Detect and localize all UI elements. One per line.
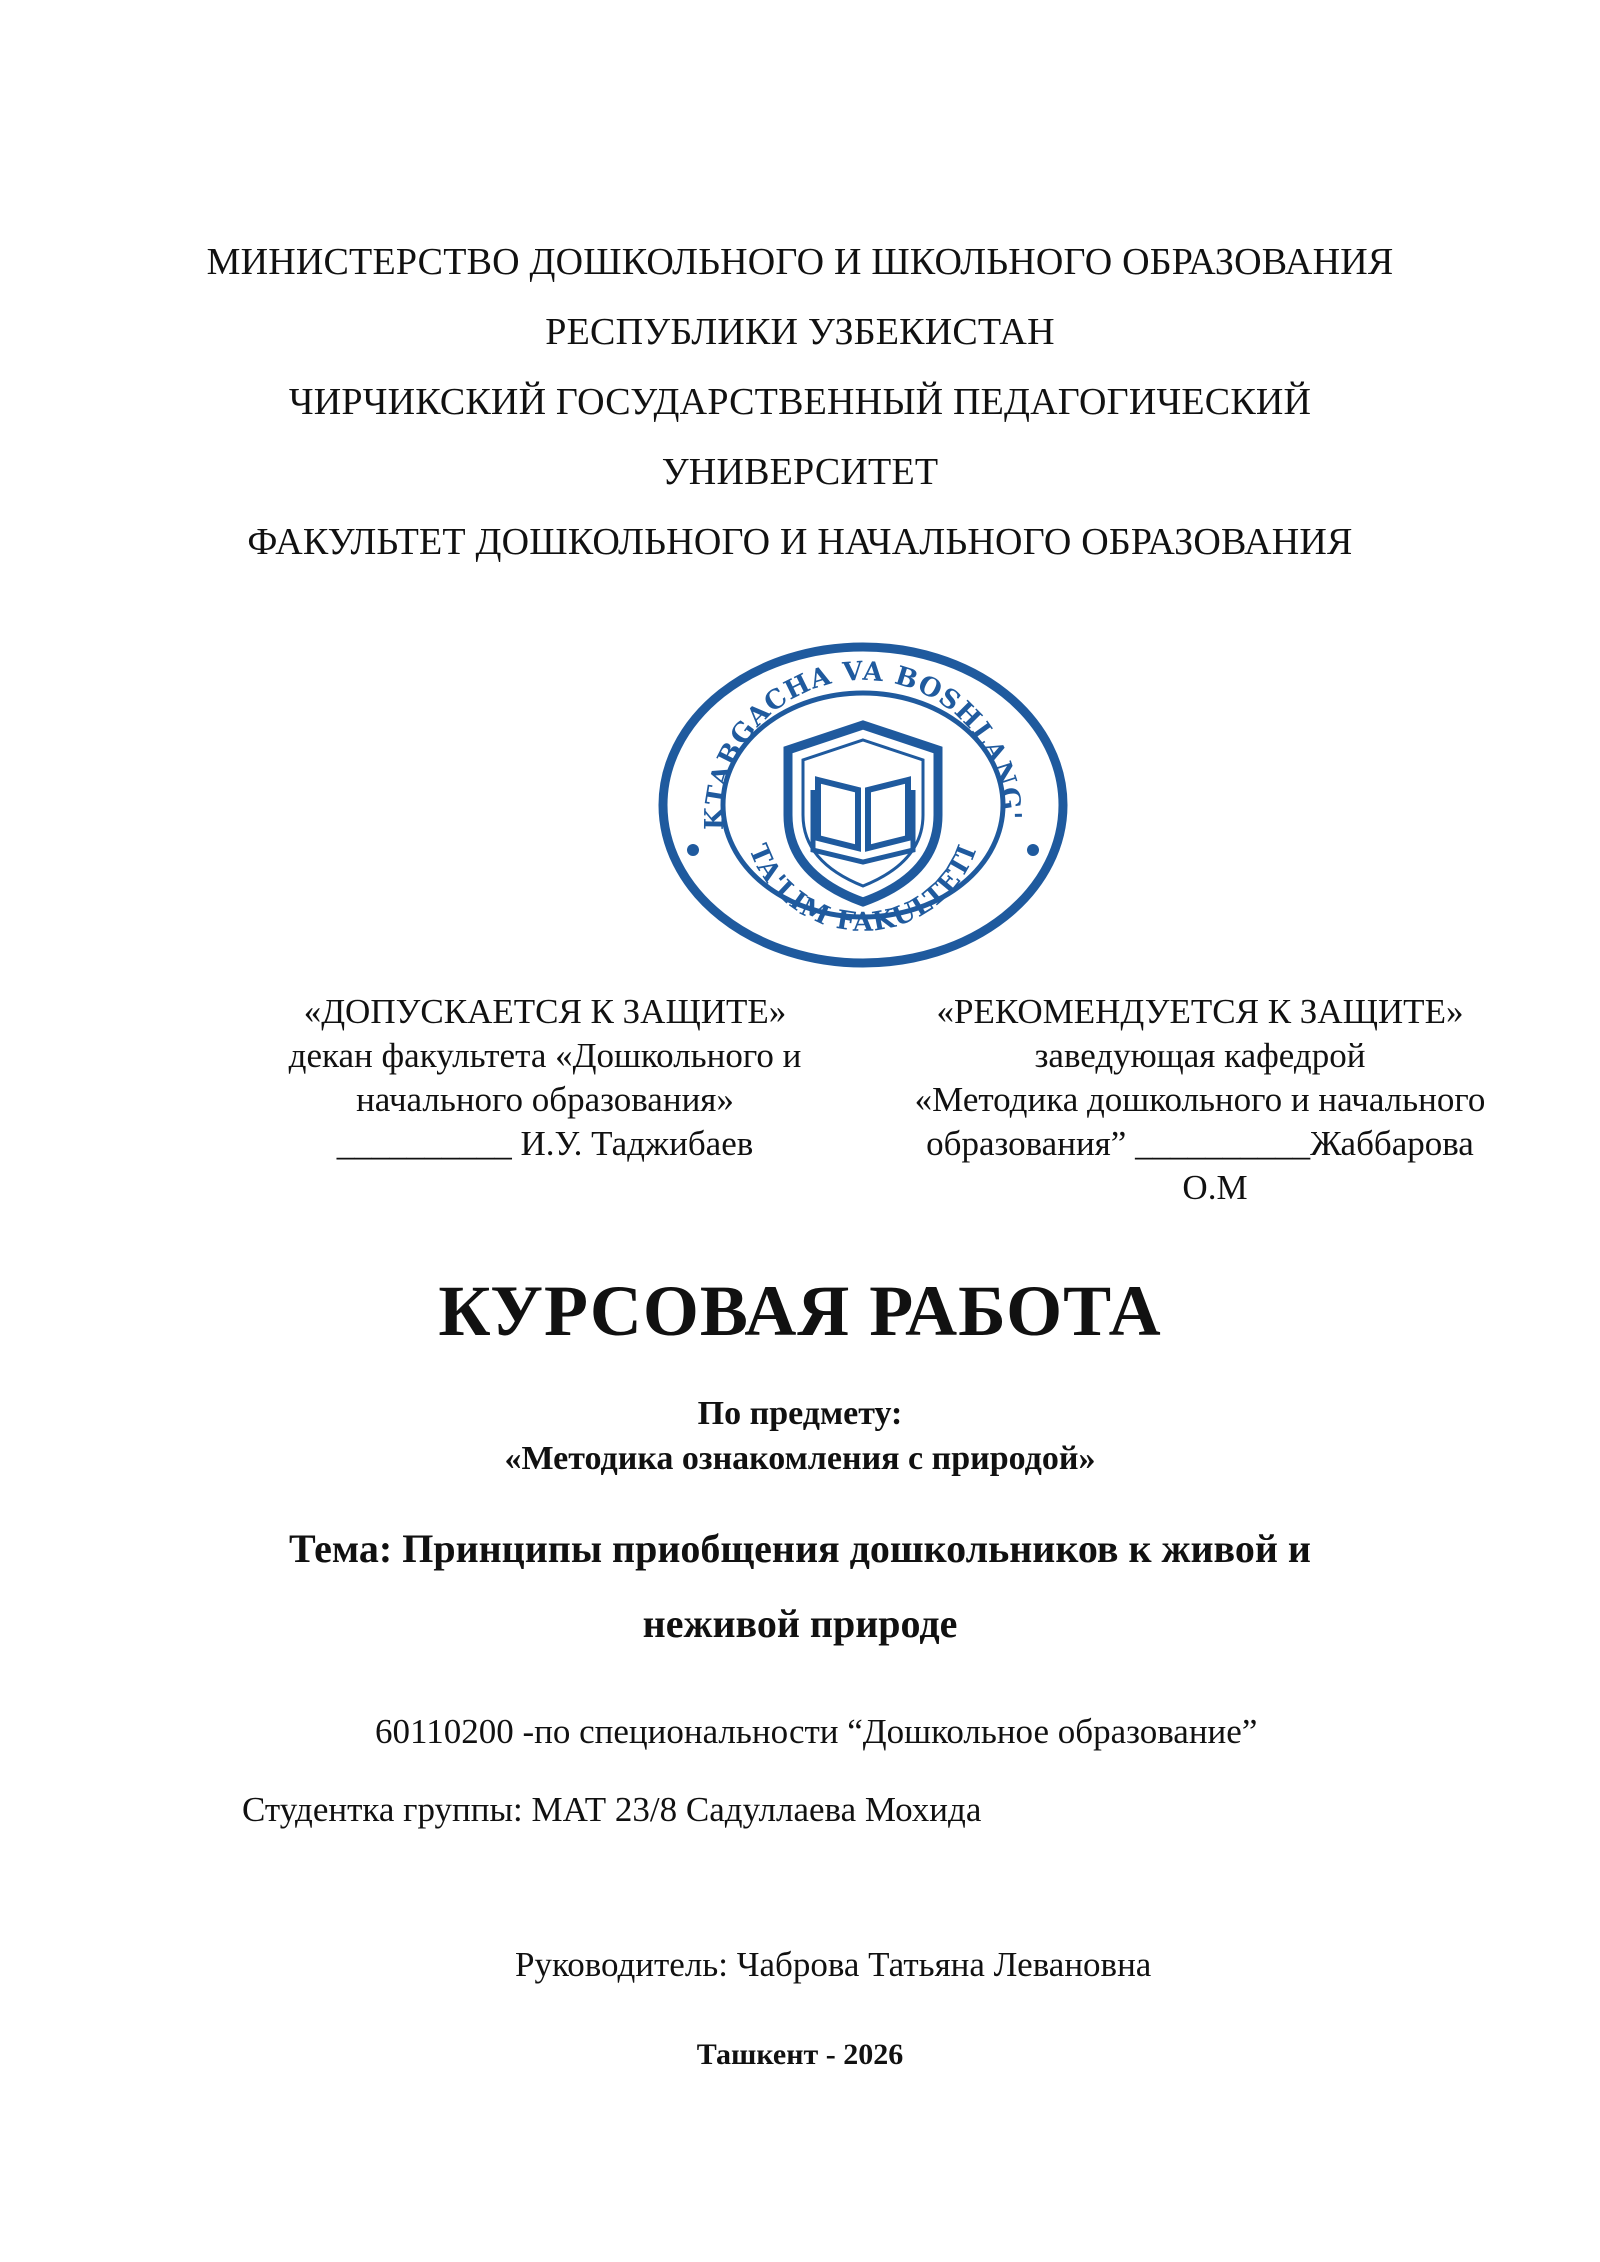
approval-right-title: «РЕКОМЕНДУЕТСЯ К ЗАЩИТЕ» (936, 992, 1464, 1031)
subject-label: По предмету: (697, 1395, 903, 1432)
approval-left (245, 990, 845, 1166)
university-line-1: ЧИРЧИКСКИЙ ГОСУДАРСТВЕННЫЙ ПЕДАГОГИЧЕСКИЙ (288, 381, 1312, 423)
approval-left-title: «ДОПУСКАЕТСЯ К ЗАЩИТЕ» (303, 992, 787, 1031)
approval-left-signature: __________ И.У. Таджибаев (336, 1124, 754, 1163)
ministry-line-2: РЕСПУБЛИКИ УЗБЕКИСТАН (545, 311, 1055, 353)
approval-right (860, 990, 1540, 1210)
approval-right-head: заведующая кафедрой (1034, 1036, 1366, 1075)
topic-line-2: неживой природе (642, 1601, 958, 1646)
specialty: 60110200 -по специональности “Дошкольное образование” (375, 1712, 1258, 1751)
document-title: КУРСОВАЯ РАБОТА (438, 1271, 1162, 1351)
topic-line-1: Тема: Принципы приобщения дошкольников к живой и (289, 1526, 1311, 1571)
approval-right-signature: образования” __________Жаббарова (926, 1124, 1474, 1163)
logo-bottom-text: TA'LIM FAKULTETI (742, 840, 984, 938)
approval-left-dean-cont: начального образования» (356, 1080, 734, 1119)
approval-right-department: «Методика дошкольного и начального (914, 1080, 1486, 1119)
faculty-seal-icon (653, 640, 1073, 970)
city-year: Ташкент - 2026 (696, 2038, 904, 2071)
logo-top-text: KTABGACHA VA BOSHLANG' (699, 656, 1027, 831)
approval-right-initials: О.М (1182, 1168, 1248, 1207)
faculty-logo (653, 640, 1073, 970)
university-line-2: УНИВЕРСИТЕТ (661, 451, 939, 493)
subject-name: «Методика ознакомления с природой» (504, 1440, 1096, 1477)
student: Студентка группы: МАТ 23/8 Садуллаева Мохида (242, 1790, 982, 1829)
ministry-line-1: МИНИСТЕРСТВО ДОШКОЛЬНОГО И ШКОЛЬНОГО ОБРАЗОВАНИЯ (206, 241, 1394, 283)
faculty-line: ФАКУЛЬТЕТ ДОШКОЛЬНОГО И НАЧАЛЬНОГО ОБРАЗОВАНИЯ (247, 521, 1353, 563)
approval-left-dean: декан факультета «Дошкольного и (288, 1036, 802, 1075)
supervisor: Руководитель: Чаброва Татьяна Левановна (515, 1945, 1152, 1984)
